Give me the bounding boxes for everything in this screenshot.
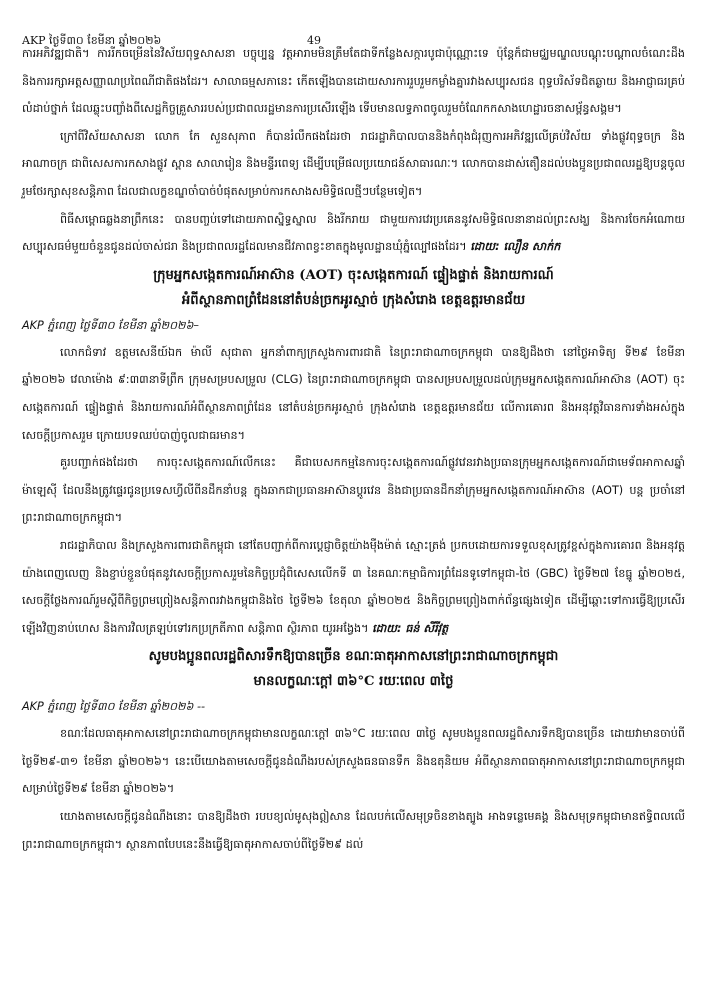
paragraph: ក្រៅពីវិស័យសាសនា លោក កែ សួនសុភាព ក៏បានរំលឹកផងដែរថា រាជរដ្ឋាភិបាលបាននិងកំពុងជំរុញការអភិវឌ្ឍលើគ្រប់វិស័យ ទាំងផ្លូវពុទ្ធចក្រ និងអាណាចក្រ ជាពិសេសការកសាងផ្លូវ ស្ពាន សាលារៀន និងមន្ទីរពេទ្យ ដើម្បីបម្រើផលប្រយោជន៍សាធារណៈ។ លោកបានដាស់តឿនដល់បងប្អូនប្រជាពលរដ្ឋឱ្យបន្តចូលរួមថែរក្សាសុខសន្តិភាព ដែលជាលក្ខខណ្ឌចាំបាច់បំផុតសម្រាប់ការកសាងសមិទ្ធិផលថ្មីៗបន្ថែមទៀត។ bbox=[22, 129, 685, 198]
paragraph: យោងតាមសេចក្ដីជូនដំណឹងនោះ បានឱ្យដឹងថា របបខ្យល់មូសុងឦសាន ដែលបក់លើសមុទ្រចិនខាងត្បូង អាងទន្លេមេគង្គ និងសមុទ្រកម្ពុជាមានឥទ្ធិពលលើព្រះរាជាណាចក្រកម្ពុជា។ ស្ថានភាពបែបនេះនឹងធ្វើឱ្យធាតុអាកាសចាប់ពីថ្ងៃទី២៩ ដល់ bbox=[22, 810, 685, 851]
article-2 bbox=[22, 263, 685, 643]
article-title bbox=[22, 263, 685, 313]
article-title-line-2: អំពីស្ថានភាពព្រំដែននៅតំបន់ច្រកអូរស្មាច់ ក្រុងសំរោង ខេត្តឧត្ដរមានជ័យ bbox=[181, 292, 526, 308]
article-title-line-2: មានលក្ខណៈក្ដៅ ៣៦°C រយៈពេល ៣ថ្ងៃ bbox=[253, 674, 454, 690]
paragraph-text: ពិធីសម្ពោធឆ្លងនាព្រឹកនេះ បានបញ្ចប់ទៅដោយភាពស្និទ្ធស្នាល និងរីករាយ ជាមួយការវេរប្រគេននូវសមិទ្ធិផលនានាដល់ព្រះសង្ឃ និងការចែកអំណោយសប្បុរសធម៌មួយចំនួនជូនដល់ចាស់ជរា និងប្រជាពលរដ្ឋដែលមានជីវភាពខ្វះខាតក្នុងមូលដ្ឋានឃុំភ្នំល្បៅផងដែរ។ bbox=[22, 212, 685, 254]
paragraph: ខណៈដែលធាតុអាកាសនៅព្រះរាជាណាចក្រកម្ពុជាមានលក្ខណៈក្ដៅ ៣៦°C រយៈពេល ៣ថ្ងៃ សូមបងប្អូនពលរដ្ឋពិសារទឹកឱ្យបានច្រើន ដោយវាមានចាប់ពីថ្ងៃទី២៩-៣១ ខែមីនា ឆ្នាំ២០២៦។ នេះបើយោងតាមសេចក្ដីជូនដំណឹងរបស់ក្រសួងធនធានទឹក និងឧតុនិយម អំពីស្ថានភាពធាតុអាកាសនៅព្រះរាជាណាចក្រកម្ពុជា សម្រាប់ថ្ងៃទី២៩ ខែមីនា ឆ្នាំ២០២៦។ bbox=[22, 727, 685, 796]
byline: ដោយ: លឿន សាក់ក bbox=[470, 240, 561, 254]
page-number: 49 bbox=[307, 34, 321, 47]
article-1 bbox=[22, 40, 685, 261]
dateline: AKP ភ្នំពេញ ថ្ងៃទី៣០ ខែមីនា ឆ្នាំ២០២៦– bbox=[22, 318, 200, 332]
byline: ដោយ: ធន់ សីរីវុត្ថ bbox=[372, 621, 449, 635]
article-title-line-1: សូមបងប្អូនពលរដ្ឋពិសារទឹកឱ្យបានច្រើន ខណៈធាតុអាកាសនៅព្រះរាជាណាចក្រកម្ពុជា bbox=[148, 649, 559, 665]
paragraph: គួរបញ្ជាក់ផងដែរថា ការចុះសង្កេតការណ៍លើកនេះ គឺជាបេសកកម្មនៃការចុះសង្កេតការណ៍ផ្លូវវេនរវាងប្រធានក្រុមអ្នកសង្កេតការណ៍ជាមេទ័ពអាកាសឆ្នាំម៉ាឡេស៊ី ដែលនឹងត្រូវផ្ទេរជូនប្រទេសហ្វីលីពីនដឹកនាំបន្ត ក្នុងឆាកជាប្រធានអាស៊ានប្ដូរវេន និងជាប្រធានដឹកនាំក្រុមអ្នកសង្កេតការណ៍អាស៊ាន (AOT) បន្ត ប្រចាំនៅព្រះរាជាណាចក្រកម្ពុជា។ bbox=[22, 456, 685, 525]
paragraph bbox=[22, 532, 685, 642]
paragraph bbox=[22, 206, 685, 261]
dateline: AKP ភ្នំពេញ ថ្ងៃទី៣០ ខែមីនា ឆ្នាំ២០២៦ -- bbox=[22, 700, 206, 714]
article-title-line-1: ក្រុមអ្នកសង្កេតការណ៍អាស៊ាន (AOT) ចុះសង្កេតការណ៍ ផ្ទៀងផ្ទាត់ និងរាយការណ៍ bbox=[153, 267, 554, 283]
article-3 bbox=[22, 644, 685, 858]
paragraph: លោកជំទាវ ឧត្តមសេនីយ៍ឯក ម៉ាលី សុជាតា អ្នកនាំពាក្យក្រសួងការពារជាតិ នៃព្រះរាជាណាចក្រកម្ពុជា បានឱ្យដឹងថា នៅថ្ងៃអាទិត្យ ទី២៩ ខែមីនា ឆ្នាំ២០២៦ វេលាម៉ោង ៩:៣៣នាទីព្រឹក ក្រុមសម្របសម្រួល (CLG) នៃព្រះរាជាណាចក្រកម្ពុជា បានសម្របសម្រួលដល់ក្រុមអ្នកសង្កេតការណ៍អាស៊ាន (AOT) ចុះសង្កេតការណ៍ ផ្ទៀងផ្ទាត់ និងរាយការណ៍អំពីស្ថានភាពព្រំដែន នៅតំបន់ច្រកអូរស្មាច់ ក្រុងសំរោង ខេត្តឧត្តរមានជ័យ លើការគោរព និងអនុវត្តវិធានការទាំងអស់ក្នុងសេចក្ដីប្រកាសរួម ក្រោយបទឈប់បាញ់ចូលជាធរមាន។ bbox=[22, 345, 685, 442]
article-title bbox=[22, 644, 685, 694]
header-date: AKP ថ្ងៃទី៣០ ខែមីនា ឆ្នាំ២០២៦ bbox=[22, 34, 162, 47]
page-header bbox=[22, 0, 685, 47]
paragraph: ការអភិវឌ្ឍជាតិ។ ការរីកចម្រើននៃវិស័យពុទ្ធសាសនា បច្ចុប្បន្ន វត្តអារាមមិនត្រឹមតែជាទីកន្លែងសក្ការបូជាប៉ុណ្ណោះទេ ប៉ុន្តែក៏ជាមជ្ឈមណ្ឌលបណ្តុះបណ្តាលចំណេះដឹង និងការរក្សាអត្តសញ្ញាណប្រពៃណីជាតិផងដែរ។ សាលាធម្មសភានេះ កើតឡើងបានដោយសារការរួបរួមកម្លាំងគ្នារវាងសប្បុរសជន ពុទ្ធបរិស័ទជិតឆ្ងាយ និងអាជ្ញាធរគ្រប់លំដាប់ថ្នាក់ ដែលឆ្លុះបញ្ចាំងពីសេដ្ឋកិច្ចគ្រួសាររបស់ប្រជាពលរដ្ឋមានការប្រសើរឡើង ទើបមានលទ្ធភាពចូលរួមចំណែកកសាងហេដ្ឋារចនាសម្ព័ន្ធសង្គម។ bbox=[22, 47, 685, 116]
paragraph-text: រាជរដ្ឋាភិបាល និងក្រសួងការពារជាតិកម្ពុជា នៅតែបញ្ជាក់ពីការប្តេជ្ញាចិត្តយ៉ាងម៉ឺងម៉ាត់ ស្មោះត្រង់ ប្រកបដោយការទទួលខុសត្រូវខ្ពស់ក្នុងការគោរព និងអនុវត្តយ៉ាងពេញលេញ និងខ្ជាប់ខ្ជួនបំផុតនូវសេចក្ដីប្រកាសរួមនៃកិច្ចប្រជុំពិសេសលើកទី ៣ នៃគណៈកម្មាធិការព្រំដែនទូទៅកម្ពុជា-ថៃ (GBC) ថ្ងៃទី២៧ ខែធ្នូ ឆ្នាំ២០២៥, សេចក្ដីថ្លែងការណ៍រួមស្ដីពីកិច្ចព្រមព្រៀងសន្តិភាពរវាងកម្ពុជានិងថៃ ថ្ងៃទី២៦ ខែតុលា ឆ្នាំ២០២៥ និងកិច្ចព្រមព្រៀងពាក់ព័ន្ធផ្សេងទៀត ដើម្បីឆ្ពោះទៅការធ្វើឱ្យប្រសើរឡើងវិញនាប់ហេស និងការវិលត្រឡប់ទៅរកប្រក្រតីភាព សន្តិភាព ស្ថិរភាព យូរអង្វែង។ bbox=[22, 538, 685, 635]
